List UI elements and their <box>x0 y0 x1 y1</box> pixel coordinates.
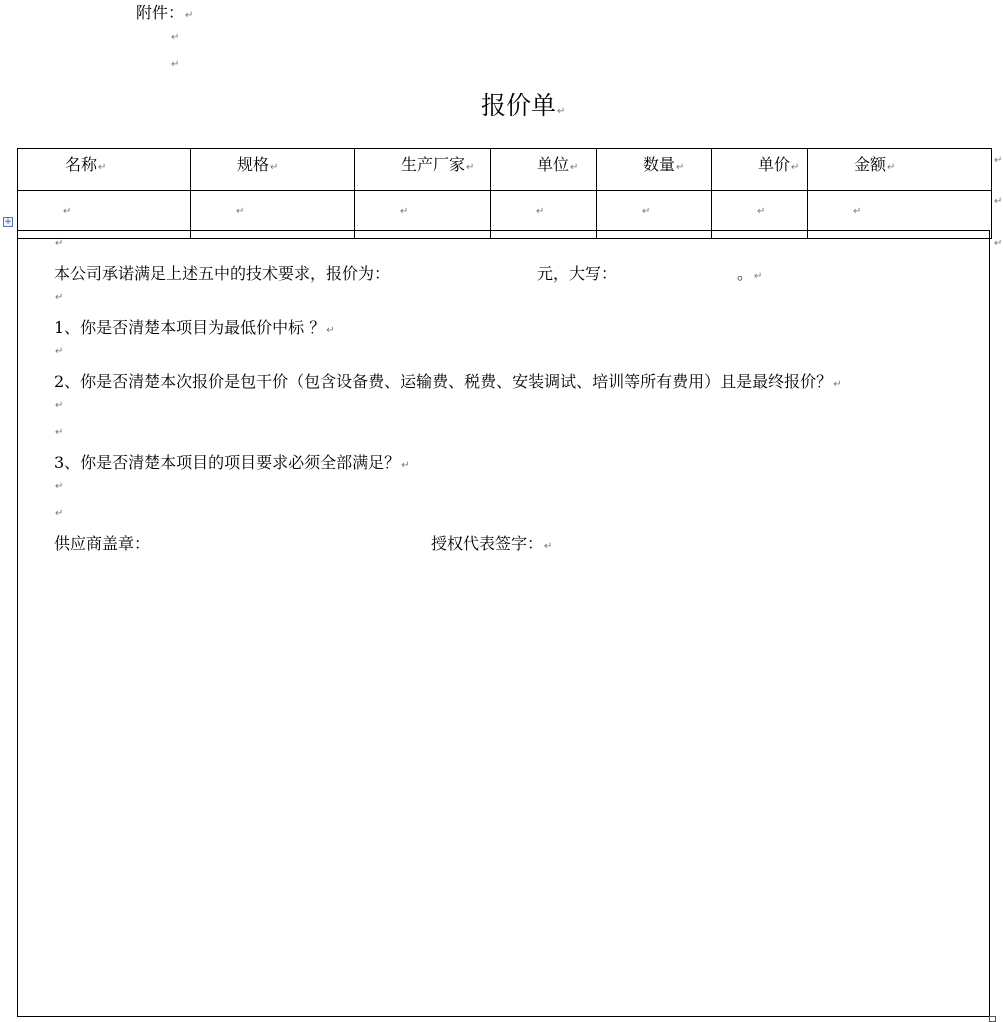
paragraph-mark-icon: ↵ <box>171 32 180 43</box>
paragraph-mark-icon: ↵ <box>98 162 107 173</box>
question-1-line <box>54 315 335 338</box>
header-cell-spec[interactable]: 规格↵ <box>191 149 355 191</box>
document-title: 报价单 <box>481 91 557 120</box>
authorized-signature-line <box>431 531 552 554</box>
paragraph-mark-icon: ↵ <box>55 427 64 438</box>
paragraph-mark-icon: ↵ <box>55 238 64 249</box>
quote-table <box>17 148 992 239</box>
paragraph-mark-icon: ↵ <box>676 162 685 173</box>
question-1: 1、你是否清楚本项目为最低价中标 ？ <box>54 318 326 337</box>
paragraph-mark-icon: ↵ <box>536 206 545 217</box>
document-title-line <box>481 86 565 122</box>
supplier-seal-label: 供应商盖章： <box>54 534 151 553</box>
commitment-unit: 元，大写： <box>537 264 618 283</box>
attachment-label: 附件： <box>136 3 185 22</box>
header-cell-unit-price[interactable]: 单价↵ <box>712 149 808 191</box>
question-3: 3、你是否清楚本项目的项目要求必须全部满足？ <box>54 453 401 472</box>
table-resize-handle-icon[interactable] <box>989 1016 996 1022</box>
paragraph-mark-icon: ↵ <box>570 162 579 173</box>
paragraph-mark-icon: ↵ <box>757 206 766 217</box>
commitment-end-line <box>737 261 762 284</box>
header-cell-unit[interactable]: 单位↵ <box>491 149 597 191</box>
question-2: 2、你是否清楚本次报价是包干价（包含设备费、运输费、税费、安装调试、培训等所有费用）且是最终报价？ <box>54 372 833 391</box>
header-cell-quantity[interactable]: 数量↵ <box>597 149 712 191</box>
paragraph-mark-icon: ↵ <box>326 325 335 336</box>
paragraph-mark-icon: ↵ <box>55 481 64 492</box>
paragraph-mark-icon: ↵ <box>270 162 279 173</box>
paragraph-mark-icon: ↵ <box>55 346 64 357</box>
paragraph-mark-icon: ↵ <box>557 106 566 117</box>
paragraph-mark-icon: ↵ <box>185 10 194 21</box>
table-header-row <box>18 149 992 191</box>
table-move-handle-icon[interactable]: + <box>4 217 12 227</box>
paragraph-mark-icon: ↵ <box>401 460 410 471</box>
paragraph-mark-icon: ↵ <box>55 400 64 411</box>
paragraph-mark-icon: ↵ <box>63 206 72 217</box>
paragraph-mark-icon: ↵ <box>791 162 800 173</box>
commitment-line <box>54 261 390 284</box>
commitment-prefix: 本公司承诺满足上述五中的技术要求，报价为： <box>54 264 391 283</box>
question-2-line <box>54 369 842 392</box>
paragraph-mark-icon: ↵ <box>236 206 245 217</box>
paragraph-mark-icon: ↵ <box>833 379 842 390</box>
paragraph-mark-icon: ↵ <box>400 206 409 217</box>
header-cell-amount[interactable]: 金额↵ <box>808 149 992 191</box>
row-end-mark-icon: ↵ <box>994 155 1003 166</box>
paragraph-mark-icon: ↵ <box>544 541 553 552</box>
paragraph-mark-icon: ↵ <box>887 162 896 173</box>
paragraph-mark-icon: ↵ <box>466 162 475 173</box>
paragraph-mark-icon: ↵ <box>642 206 651 217</box>
paragraph-mark-icon: ↵ <box>853 206 862 217</box>
paragraph-mark-icon: ↵ <box>171 59 180 70</box>
header-cell-manufacturer[interactable]: 生产厂家↵ <box>355 149 491 191</box>
question-3-line <box>54 450 410 473</box>
supplier-seal-line <box>54 531 150 554</box>
paragraph-mark-icon: ↵ <box>55 292 64 303</box>
commitment-box <box>17 230 990 1017</box>
authorized-signature-label: 授权代表签字： <box>431 534 544 553</box>
row-end-mark-icon: ↵ <box>994 196 1003 207</box>
row-end-mark-icon: ↵ <box>994 238 1003 249</box>
attachment-label-line <box>136 0 193 23</box>
commitment-end: 。 <box>737 264 754 283</box>
commitment-unit-line <box>537 261 617 284</box>
paragraph-mark-icon: ↵ <box>55 508 64 519</box>
header-cell-name[interactable]: 名称↵ <box>18 149 191 191</box>
paragraph-mark-icon: ↵ <box>754 271 763 282</box>
